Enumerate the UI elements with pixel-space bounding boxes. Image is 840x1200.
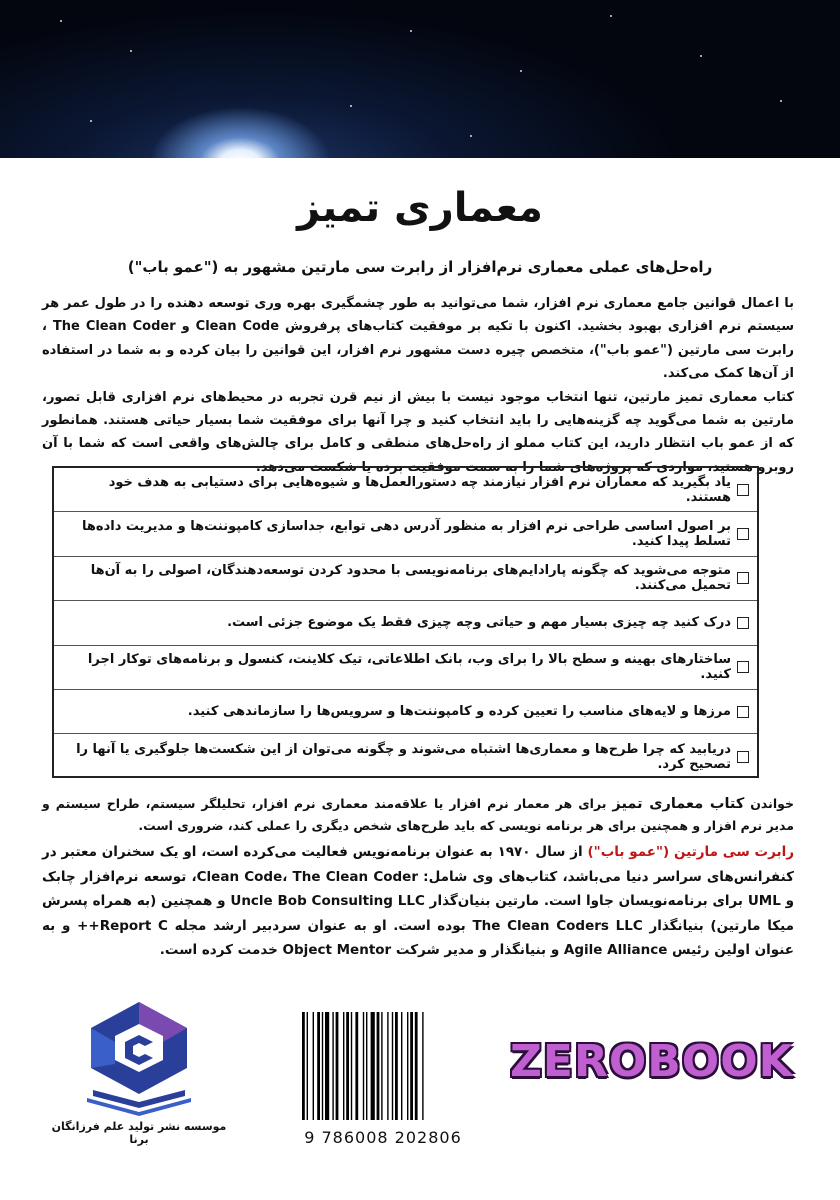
barcode-icon xyxy=(298,1010,468,1124)
barcode-bar xyxy=(302,1012,305,1120)
star-icon xyxy=(130,50,132,52)
checklist-item-text: بر اصول اساسی طراحی نرم افزار به منظور آدرس دهی توابع، جداسازی کامپوننت‌ها و مدیریت داده‌ها تسلط پیدا کنید. xyxy=(82,519,731,550)
barcode-bar xyxy=(401,1012,402,1120)
checklist-item-text: متوجه می‌شوید که چگونه پارادایم‌های برنامه‌نویسی با محدود کردن توسعه‌دهندگان، اصولی را به آن‌ها تحمیل می‌کنند. xyxy=(90,563,731,594)
barcode-bar xyxy=(307,1012,308,1120)
barcode-bar xyxy=(355,1012,358,1120)
checklist-item xyxy=(54,601,757,645)
checkbox-icon xyxy=(737,706,749,718)
star-icon xyxy=(410,30,412,32)
barcode-bar xyxy=(317,1012,320,1120)
checklist-item-text: دریابید که چرا طرح‌ها و معماری‌ها اشتباه می‌شوند و چگونه می‌توان از این شکست‌ها جلوگیری یا آنها را تصحیح کرد. xyxy=(76,741,731,772)
book-title: معماری تمیز xyxy=(297,185,543,231)
star-icon xyxy=(700,55,702,57)
checklist-item-text: مرزها و لایه‌های مناسب را تعیین کرده و کامپوننت‌ها و سرویس‌ها را سازماندهی کنید. xyxy=(187,704,731,720)
space-banner-image xyxy=(0,0,840,158)
barcode-bar xyxy=(381,1012,382,1120)
barcode-bar xyxy=(407,1012,408,1120)
checklist-item-text: درک کنید چه چیزی بسیار مهم و حیاتی وچه چیزی فقط یک موضوع جزئی است. xyxy=(227,615,731,631)
barcode-bar xyxy=(313,1012,314,1120)
zerobook-logo xyxy=(510,1030,794,1094)
barcode-bar xyxy=(395,1012,398,1120)
barcode-bar xyxy=(392,1012,393,1120)
star-icon xyxy=(520,70,522,72)
barcode-bar xyxy=(366,1012,367,1120)
checkbox-icon xyxy=(737,751,749,763)
book-subtitle: راه‌حل‌های عملی معماری نرم‌افزار از رابرت سی مارتین مشهور به ("عمو باب") xyxy=(127,258,713,276)
star-icon xyxy=(60,20,62,22)
feature-checklist xyxy=(52,466,759,778)
barcode-bar xyxy=(363,1012,364,1120)
barcode-bar xyxy=(422,1012,423,1120)
checkbox-icon xyxy=(737,617,749,629)
barcode-bar xyxy=(371,1012,375,1120)
barcode-bar xyxy=(322,1012,323,1120)
intro-paragraph: با اعمال قوانین جامع معماری نرم افزار، شما می‌توانید به طور چشمگیری بهره وری توسعه دهنده را در طول عمر هر سیستم نرم افزاری بهبود بخشید. اکنون با تکیه بر موفقیت کتاب‌های پرفروش Clean Code و The Clean Coder ، رابرت سی مارتین ("عمو باب")، متخصص چیره دست مشهور نرم افزار، این قوانین را بیان کرده و به شما در استفاده از آن‌ها کمک می‌کند. xyxy=(42,296,794,382)
checklist-item xyxy=(54,512,757,556)
book-reference: کتاب معماری تمیز xyxy=(612,796,745,812)
barcode-bar xyxy=(332,1012,333,1120)
checklist-item-text: ساختارهای بهینه و سطح بالا را برای وب، بانک اطلاعاتی، تیک کلاینت، کنسول و برنامه‌های توکار اجرا کنید. xyxy=(87,652,731,683)
barcode-bar xyxy=(343,1012,344,1120)
barcode-bar xyxy=(410,1012,413,1120)
checkbox-icon xyxy=(737,661,749,673)
checklist-item xyxy=(54,734,757,778)
publisher-logo xyxy=(44,998,234,1148)
author-name: رابرت سی مارتین ("عمو باب") xyxy=(587,844,794,860)
audience-text: برای هر معمار نرم افزار یا علاقه‌مند معماری نرم افزار، تحلیلگر سیستم، طراح سیستم و مدیر نرم افزار و همچنین برای هر برنامه نویسی که باید طرح‌های شخص دیگری را عملی کند، ضروری است. xyxy=(42,796,794,833)
checklist-item xyxy=(54,468,757,512)
barcode-bar xyxy=(387,1012,388,1120)
barcode-bar xyxy=(325,1012,329,1120)
author-bio xyxy=(42,840,794,963)
checklist-item xyxy=(54,557,757,601)
barcode-bar xyxy=(351,1012,352,1120)
star-icon xyxy=(90,120,92,122)
isbn-barcode xyxy=(298,1010,468,1147)
checklist-item xyxy=(54,690,757,734)
intro-paragraph: کتاب معماری تمیز مارتین، تنها انتخاب موجود نیست با بیش از نیم قرن تجربه در محیط‌های نرم افزاری قابل تصور، مارتین به شما می‌گوید چه گزینه‌هایی را باید انتخاب کنید و چرا آنها برای موفقیت شما بسیار حیاتی هستند. همانطور که از عمو باب انتظار دارید، این کتاب مملو از راه‌حل‌های منطقی و کامل برای چالش‌های واقعی است که شما با آن روبرو هستید، مواردی که پروژه‌های شما را به سمت موفقیت برده یا شکست می‌دهد. xyxy=(42,389,794,475)
checklist-item xyxy=(54,646,757,690)
barcode-bar xyxy=(346,1012,349,1120)
barcode-bar xyxy=(336,1012,339,1120)
publisher-logo-icon xyxy=(79,998,199,1116)
star-icon xyxy=(350,105,352,107)
author-bio-text: از سال ۱۹۷۰ به عنوان برنامه‌نویس فعالیت می‌کرده است، او یک سخنران معتبر در کنفرانس‌های سراسر دنیا می‌باشد، کتاب‌های وی شامل: Clean Code، The Clean Coder، توسعه نرم‌افزار چابک و UML برای برنامه‌نویسان جاوا است. مارتین بنیان‌گذار Uncle Bob Consulting LLC و همچنین (به همراه پسرش میکا مارتین) بنیانگذار The Clean Coders LLC بوده است. او به عنوان سردبیر ارشد مجله Report C++ و به عنوان اولین رئیس Agile Alliance و بنیانگذار و مدیر شرکت Object Mentor خدمت کرده است. xyxy=(42,844,795,959)
isbn-number: 9 786008 202806 xyxy=(304,1128,462,1147)
audience-lead: خواندن xyxy=(744,796,794,811)
star-icon xyxy=(610,15,612,17)
intro-text xyxy=(42,292,794,479)
barcode-bar xyxy=(415,1012,418,1120)
barcode-bar xyxy=(377,1012,380,1120)
brand-name: ZEROBOOK xyxy=(510,1036,794,1087)
publisher-name: موسسه نشر تولید علم فرزانگان برنا xyxy=(51,1120,227,1146)
checkbox-icon xyxy=(737,528,749,540)
audience-paragraph xyxy=(42,793,794,836)
star-icon xyxy=(470,135,472,137)
checkbox-icon xyxy=(737,484,749,496)
star-icon xyxy=(780,100,782,102)
checkbox-icon xyxy=(737,572,749,584)
checklist-item-text: یاد بگیرید که معماران نرم افزار نیازمند چه دستورالعمل‌ها و شیوه‌هایی برای دستیابی به هدف خود هستند. xyxy=(108,474,731,505)
